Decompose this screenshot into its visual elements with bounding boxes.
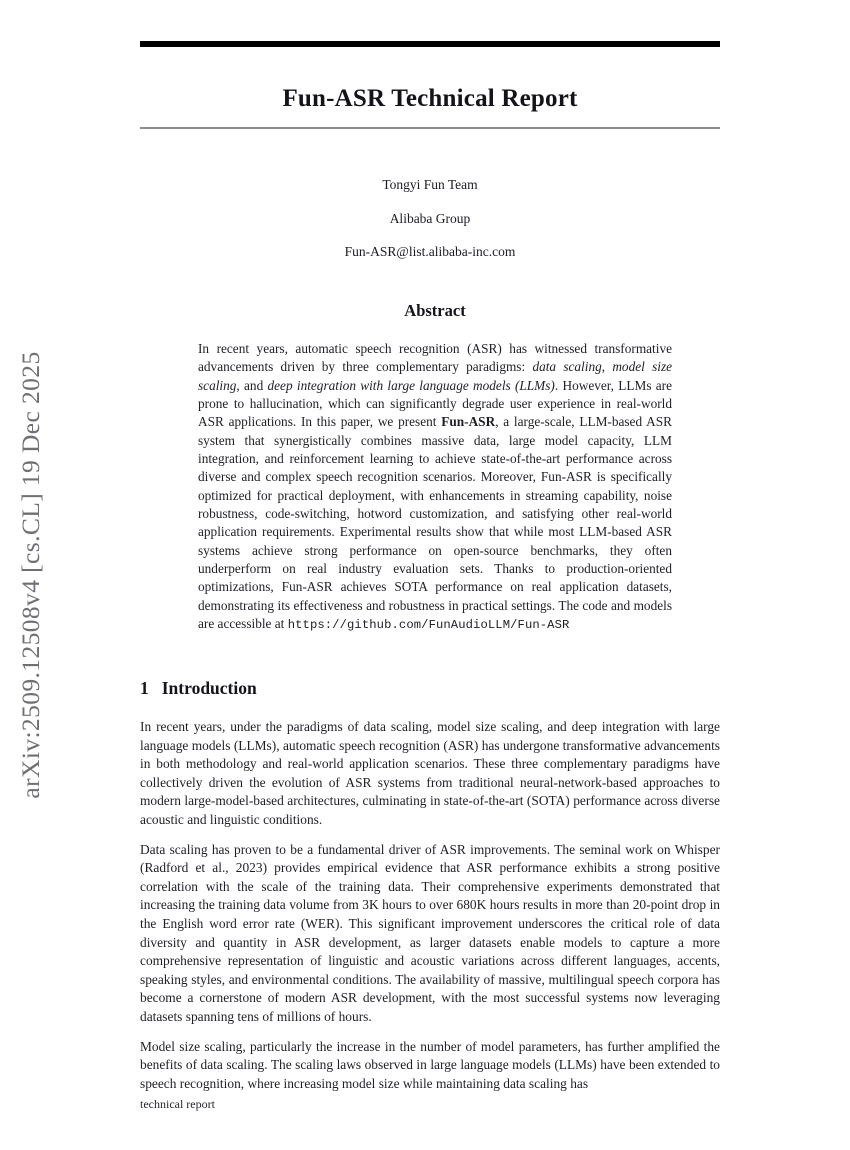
abstract-sep-1: , (601, 359, 613, 375)
section-number: 1 (140, 678, 149, 698)
abstract-sep-2: , and (236, 377, 268, 393)
abstract-bold-fun-asr: Fun-ASR (441, 414, 496, 430)
abstract-text-2: . However, LLMs are prone to hallucination, which can significantly degrade user experience in real-world ASR applications. In this paper, we present (198, 377, 673, 430)
body-column (140, 718, 720, 1104)
body-paragraph: Model size scaling, particularly the increase in the number of model parameters, has further amplified the benefits of data scaling. The scaling laws observed in large language models (LLMs) have been extended to speech recognition, where increasing model size while maintaining data scaling has (140, 1038, 720, 1091)
body-paragraph: In recent years, under the paradigms of data scaling, model size scaling, and deep integration with large language models (LLMs), automatic speech recognition (ASR) has undergone transformative advancements in both methodology and real-world application scenarios. These three complementary paradigms have collectively driven the evolution of ASR systems from traditional neural-network-based approaches to modern large-model-based architectures, culminating in state-of-the-art (SOTA) performance across diverse acoustic and linguistic conditions. (140, 719, 720, 827)
abstract-italic-deep-integration: deep integration with large language models (LLMs) (267, 377, 555, 393)
abstract-text-1: In recent years, automatic speech recognition (ASR) has witnessed transformative advancements driven by three complementary paradigms: (198, 341, 672, 375)
page-title: Fun-ASR Technical Report (282, 84, 578, 112)
author-email: Fun-ASR@list.alibaba-inc.com (344, 244, 516, 259)
header-rule-thin (140, 127, 720, 129)
author-affiliation: Alibaba Group (389, 210, 471, 226)
abstract-body (198, 340, 672, 635)
arxiv-stamp-text: arXiv:2509.12508v4 [cs.CL] 19 Dec 2025 (16, 351, 45, 799)
section-heading-introduction (140, 678, 257, 699)
abstract-italic-data-scaling: data scaling (532, 359, 602, 375)
abstract-code-url[interactable]: https://github.com/FunAudioLLM/Fun-ASR (287, 618, 570, 633)
author-block (140, 168, 720, 269)
header-rule-thick (140, 41, 720, 47)
body-paragraph: Data scaling has proven to be a fundamental driver of ASR improvements. The seminal work on Whisper (Radford et al., 2023) provides empirical evidence that ASR performance exhibits a strong positive correlation with the scale of the training data. Their comprehensive experiments demonstrated that increasing the training data volume from 3K hours to over 680K hours results in more than 20-point drop in the English word error rate (WER). This significant improvement underscores the critical role of data diversity and quantity in ASR development, as larger datasets enable models to capture a more comprehensive representation of linguistic and acoustic variations across different languages, accents, speaking styles, and environmental conditions. The availability of massive, multilingual speech corpora has become a cornerstone of modern ASR development, with the most successful systems now leveraging datasets spanning tens of millions of hours. (140, 841, 720, 1024)
arxiv-stamp (0, 0, 62, 1150)
abstract-text-3: , a large-scale, LLM-based ASR system that synergistically combines massive data, large model capacity, LLM integration, and reinforcement learning to achieve state-of-the-art performance across diverse and complex speech recognition scenarios. Moreover, Fun-ASR is specifically optimized for practical deployment, with enhancements in streaming capability, noise robustness, code-switching, hotword customization, and satisfying other real-world application requirements. Experimental results show that while most LLM-based ASR systems achieve strong performance on open-source benchmarks, they often underperform on real industry evaluation sets. Thanks to production-oriented optimizations, Fun-ASR achieves SOTA performance on real application datasets, demonstrating its effectiveness and robustness in practical settings. The code and models are accessible at (198, 414, 672, 632)
section-title: Introduction (161, 678, 257, 698)
abstract-heading: Abstract (404, 301, 466, 320)
author-team: Tongyi Fun Team (382, 177, 478, 192)
abstract-italic-model-size-scaling: model size scaling (198, 359, 673, 393)
page-footer: technical report (140, 1097, 215, 1111)
